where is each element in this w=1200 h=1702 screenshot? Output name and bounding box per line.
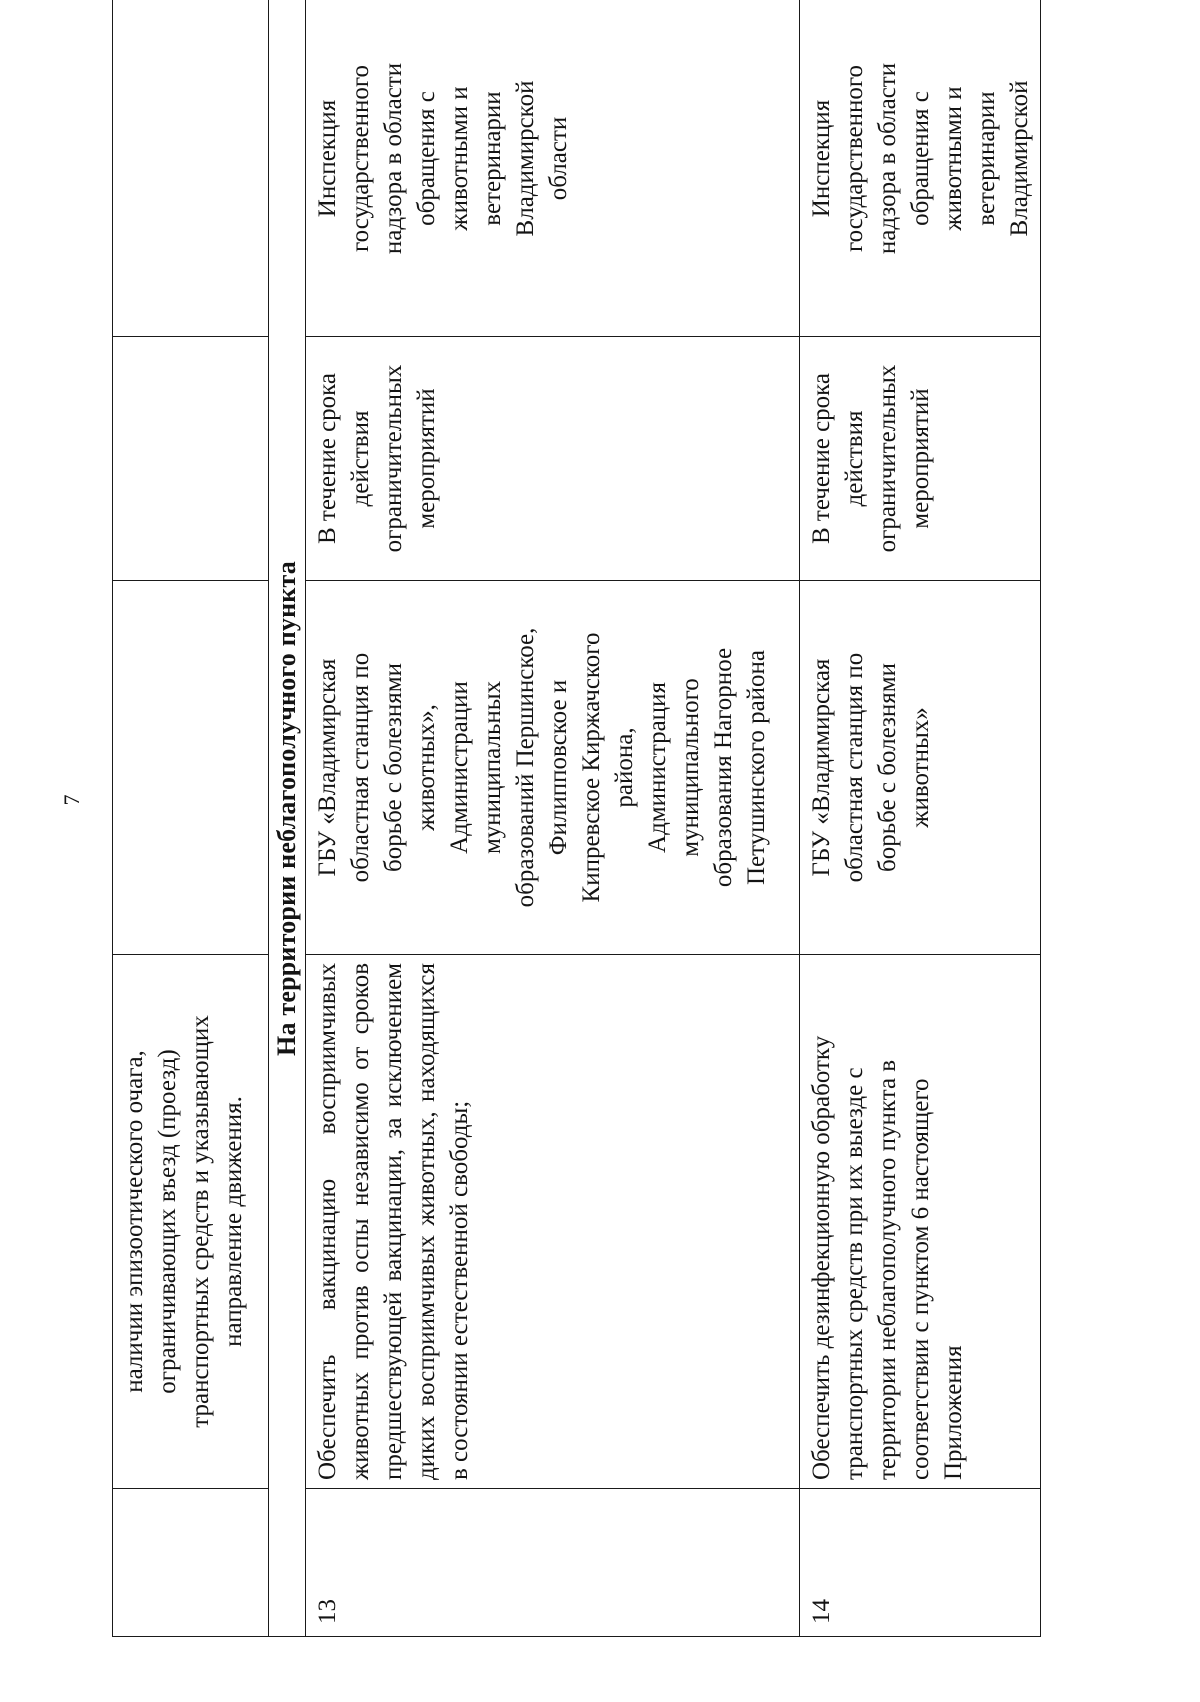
cell-inspector: Инспекция государственного надзора в области обращения с животными и ветеринарии Владимирской области bbox=[306, 0, 800, 337]
cell-period: В течение срока действия ограничительных мероприятий bbox=[306, 337, 800, 581]
cell-measure: наличии эпизоотического очага, ограничивающих въезд (проезд) транспортных средств и указывающих направление движения. bbox=[113, 955, 269, 1489]
cell-inspector: Инспекция государственного надзора в области обращения с животными и ветеринарии Владимирской bbox=[800, 0, 1041, 337]
cell-measure: Обеспечить дезинфекционную обработку транспортных средств при их выезде с территории неблагополучного пункта в соответствии с пунктом 6 настоящего Приложения bbox=[800, 955, 1041, 1489]
cell-executor: ГБУ «Владимирская областная станция по борьбе с болезнями животных» bbox=[800, 581, 1041, 955]
measures-table bbox=[112, 0, 1041, 1637]
section-title: На территории неблагополучного пункта bbox=[269, 0, 306, 1637]
cell-number: 13 bbox=[306, 1489, 800, 1637]
cell-number: 14 bbox=[800, 1489, 1041, 1637]
page-number: 7 bbox=[59, 794, 84, 806]
cell-executor: ГБУ «Владимирская областная станция по борьбе с болезнями животных», Администрации муниципальных образований Першинское, Филипповское и Кипревское Киржачского района, Администрация муниципального образования Нагорное Петушинского района bbox=[306, 581, 800, 955]
cell-number bbox=[113, 1489, 269, 1637]
table-row bbox=[800, 0, 1041, 1637]
cell-executor bbox=[113, 581, 269, 955]
cell-period: В течение срока действия ограничительных мероприятий bbox=[800, 337, 1041, 581]
cell-period bbox=[113, 337, 269, 581]
cell-measure: Обеспечить вакцинацию восприимчивых животных против оспы независимо от сроков предшествующей вакцинации, за исключением диких восприимчивых животных, находящихся в состоянии естественной свободы; bbox=[306, 955, 800, 1489]
table-row bbox=[306, 0, 800, 1637]
table-row-section bbox=[269, 0, 306, 1637]
cell-inspector bbox=[113, 0, 269, 337]
table-row-continuation bbox=[113, 0, 269, 1637]
rotated-table-frame bbox=[112, 0, 1172, 1637]
